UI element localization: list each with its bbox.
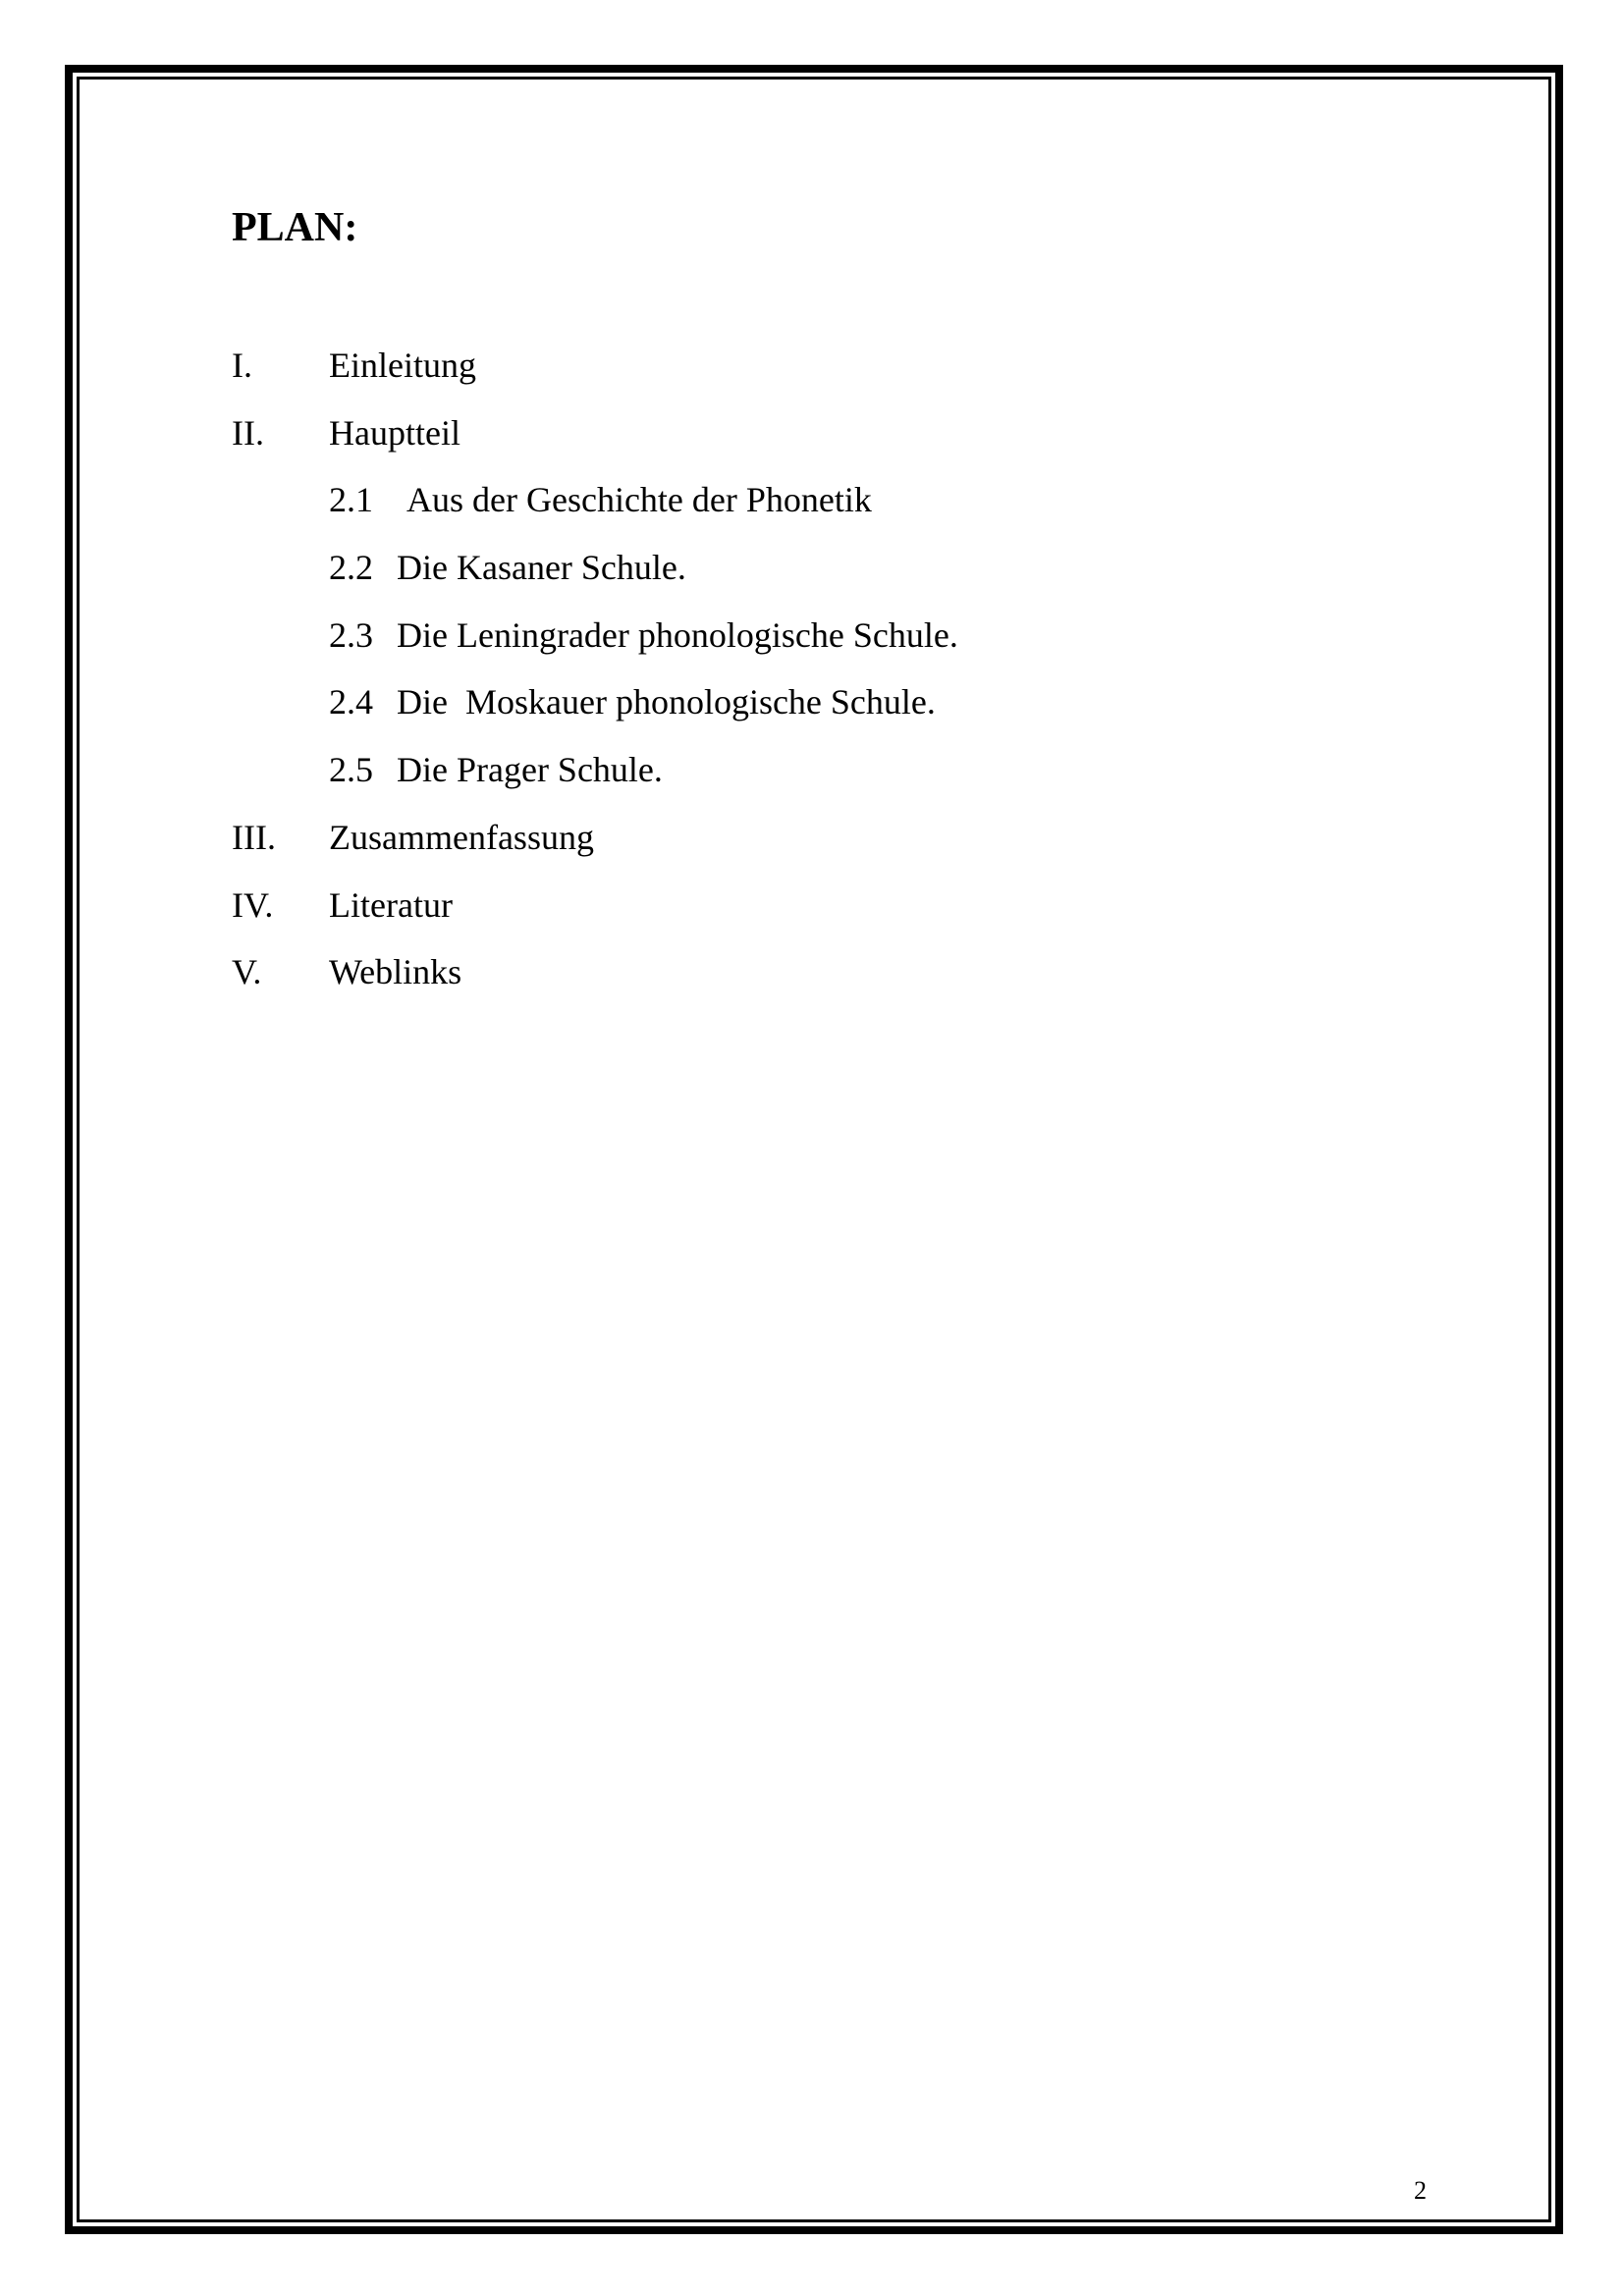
toc-sub-number: 2.2 — [329, 548, 373, 588]
toc-sub-text: Aus der Geschichte der Phonetik — [406, 480, 872, 520]
toc-sub-text: Die Moskauer phonologische Schule. — [397, 682, 936, 722]
toc-number: II. — [232, 412, 264, 453]
toc-text: Weblinks — [329, 952, 462, 992]
toc-item-einleitung — [232, 342, 1410, 409]
toc-subitem-kasaner — [232, 544, 1410, 612]
toc-subitem-prager — [232, 746, 1410, 814]
toc-sub-number: 2.4 — [329, 682, 373, 722]
toc-sub-text: Die Leningrader phonologische Schule. — [397, 614, 958, 655]
table-of-contents — [232, 342, 1410, 1016]
toc-text: Hauptteil — [329, 412, 460, 453]
toc-text: Einleitung — [329, 346, 476, 385]
toc-sub-number: 2.1 — [329, 480, 373, 520]
toc-item-hauptteil — [232, 409, 1410, 477]
toc-sub-number: 2.5 — [329, 750, 373, 790]
toc-item-weblinks — [232, 948, 1410, 1016]
toc-text: Literatur — [329, 884, 453, 925]
page-title: PLAN: — [232, 205, 358, 250]
toc-number: V. — [232, 952, 262, 992]
toc-number: III. — [232, 817, 276, 857]
toc-subitem-moskauer — [232, 678, 1410, 746]
toc-item-zusammenfassung — [232, 814, 1410, 881]
toc-number: I. — [232, 346, 252, 385]
toc-sub-number: 2.3 — [329, 614, 373, 655]
toc-subitem-leningrader — [232, 612, 1410, 679]
toc-text: Zusammenfassung — [329, 817, 594, 857]
toc-subitem-geschichte — [232, 476, 1410, 544]
toc-sub-text: Die Prager Schule. — [397, 750, 663, 790]
page-number: 2 — [1414, 2176, 1427, 2205]
toc-sub-text: Die Kasaner Schule. — [397, 548, 686, 588]
toc-item-literatur — [232, 881, 1410, 949]
toc-number: IV. — [232, 884, 274, 925]
